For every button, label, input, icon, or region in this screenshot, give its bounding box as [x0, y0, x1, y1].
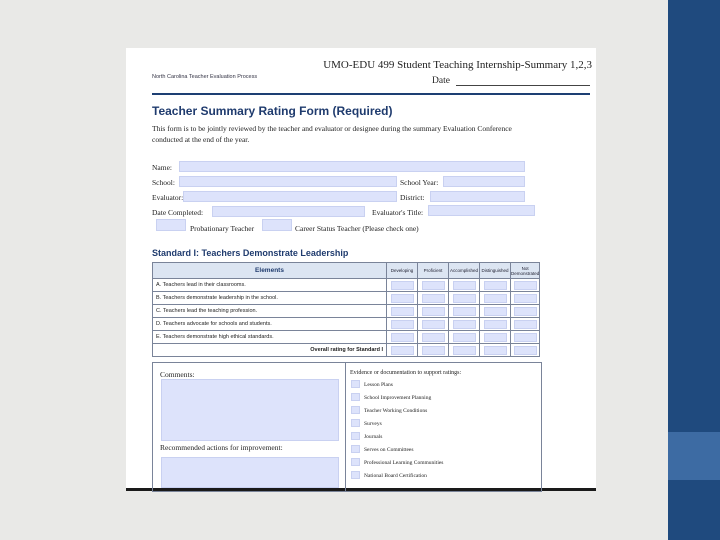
title-rule	[152, 93, 590, 95]
form-title: Teacher Summary Rating Form (Required)	[152, 104, 393, 118]
date-label: Date	[432, 76, 450, 86]
evidence-checkbox[interactable]	[351, 471, 360, 479]
evaluator-label: Evaluator:	[152, 193, 184, 202]
evidence-checkbox[interactable]	[351, 445, 360, 453]
rating-table	[152, 262, 540, 357]
school-label: School:	[152, 178, 175, 187]
rating-box[interactable]	[391, 333, 414, 342]
name-field[interactable]	[179, 161, 525, 172]
intro-text: This form is to be jointly reviewed by the teacher and evaluator or designee during the summary Evaluation Conference conducted at the end of the year.	[152, 124, 512, 144]
evaluator-title-field[interactable]	[428, 205, 535, 216]
overall-rating-label: Overall rating for Standard I	[153, 344, 387, 357]
standard-title: Standard I: Teachers Demonstrate Leadership	[152, 248, 349, 258]
rating-box[interactable]	[514, 320, 537, 329]
date-completed-field[interactable]	[212, 206, 365, 217]
district-label: District:	[400, 193, 425, 202]
rating-box[interactable]	[391, 294, 414, 303]
district-field[interactable]	[430, 191, 525, 202]
element-a: A. Teachers lead in their classrooms.	[153, 279, 387, 292]
rating-box[interactable]	[514, 333, 537, 342]
rating-box[interactable]	[453, 333, 476, 342]
rating-box[interactable]	[514, 281, 537, 290]
document-subtitle: North Carolina Teacher Evaluation Process	[152, 74, 258, 80]
rating-box[interactable]	[453, 294, 476, 303]
rating-box[interactable]	[422, 294, 445, 303]
evidence-item: Teacher Working Conditions	[364, 408, 428, 414]
rating-box[interactable]	[391, 307, 414, 316]
overall-rating-box[interactable]	[422, 346, 445, 355]
overall-rating-box[interactable]	[453, 346, 476, 355]
rating-box[interactable]	[453, 320, 476, 329]
rating-box[interactable]	[514, 294, 537, 303]
table-row-overall	[153, 344, 540, 357]
rating-box[interactable]	[391, 281, 414, 290]
evidence-checkbox[interactable]	[351, 406, 360, 414]
evidence-checkbox[interactable]	[351, 419, 360, 427]
evaluator-title-label: Evaluator's Title:	[372, 208, 424, 217]
overall-rating-box[interactable]	[514, 346, 537, 355]
header-distinguished: Distinguished	[480, 263, 511, 279]
table-header-row	[153, 263, 540, 279]
school-year-label: School Year:	[400, 178, 439, 187]
header-proficient: Proficient	[418, 263, 449, 279]
date-completed-label: Date Completed:	[152, 208, 204, 217]
rating-box[interactable]	[514, 307, 537, 316]
evidence-item: Lesson Plans	[364, 382, 393, 388]
rating-box[interactable]	[422, 281, 445, 290]
evidence-item: National Board Certification	[364, 473, 427, 479]
rating-box[interactable]	[422, 333, 445, 342]
header-not-demonstrated: Not Demonstrated	[511, 263, 540, 279]
rating-box[interactable]	[422, 307, 445, 316]
table-row	[153, 318, 540, 331]
evidence-item: Professional Learning Communities	[364, 460, 444, 466]
name-label: Name:	[152, 163, 172, 172]
table-row	[153, 331, 540, 344]
school-year-field[interactable]	[443, 176, 525, 187]
career-status-checkbox[interactable]	[262, 219, 292, 231]
recommended-field[interactable]	[161, 457, 339, 488]
evidence-checkbox[interactable]	[351, 432, 360, 440]
comments-label: Comments:	[160, 370, 195, 379]
career-status-label: Career Status Teacher (Please check one)	[295, 224, 419, 233]
header-accomplished: Accomplished	[449, 263, 480, 279]
school-field[interactable]	[179, 176, 397, 187]
evidence-item: Journals	[364, 434, 383, 440]
overall-rating-box[interactable]	[391, 346, 414, 355]
rating-box[interactable]	[484, 281, 507, 290]
recommended-label: Recommended actions for improvement:	[160, 443, 283, 452]
table-row	[153, 292, 540, 305]
element-b: B. Teachers demonstrate leadership in the school.	[153, 292, 387, 305]
rating-box[interactable]	[453, 281, 476, 290]
header-developing: Developing	[387, 263, 418, 279]
rating-box[interactable]	[484, 307, 507, 316]
evidence-label: Evidence or documentation to support ratings:	[350, 370, 462, 376]
table-row	[153, 305, 540, 318]
probationary-checkbox[interactable]	[156, 219, 186, 231]
comments-field[interactable]	[161, 379, 339, 441]
side-band-accent	[668, 432, 720, 480]
evidence-item: Serves on Committees	[364, 447, 414, 453]
header-elements: Elements	[153, 263, 387, 279]
overall-rating-box[interactable]	[484, 346, 507, 355]
rating-box[interactable]	[484, 320, 507, 329]
probationary-label: Probationary Teacher	[190, 224, 255, 233]
rating-box[interactable]	[453, 307, 476, 316]
evidence-checkbox[interactable]	[351, 458, 360, 466]
element-e: E. Teachers demonstrate high ethical standards.	[153, 331, 387, 344]
date-line[interactable]	[456, 85, 590, 86]
rating-box[interactable]	[391, 320, 414, 329]
table-row	[153, 279, 540, 292]
evidence-checkbox[interactable]	[351, 380, 360, 388]
evaluator-field[interactable]	[183, 191, 397, 202]
document-title: UMO-EDU 499 Student Teaching Internship-Summary 1,2,3	[323, 59, 592, 71]
evidence-checkbox[interactable]	[351, 393, 360, 401]
element-c: C. Teachers lead the teaching profession.	[153, 305, 387, 318]
rating-box[interactable]	[484, 333, 507, 342]
rating-box[interactable]	[484, 294, 507, 303]
rating-box[interactable]	[422, 320, 445, 329]
element-d: D. Teachers advocate for schools and students.	[153, 318, 387, 331]
evidence-item: School Improvement Planning	[364, 395, 432, 401]
section-divider	[345, 362, 346, 492]
evidence-item: Surveys	[364, 421, 382, 427]
